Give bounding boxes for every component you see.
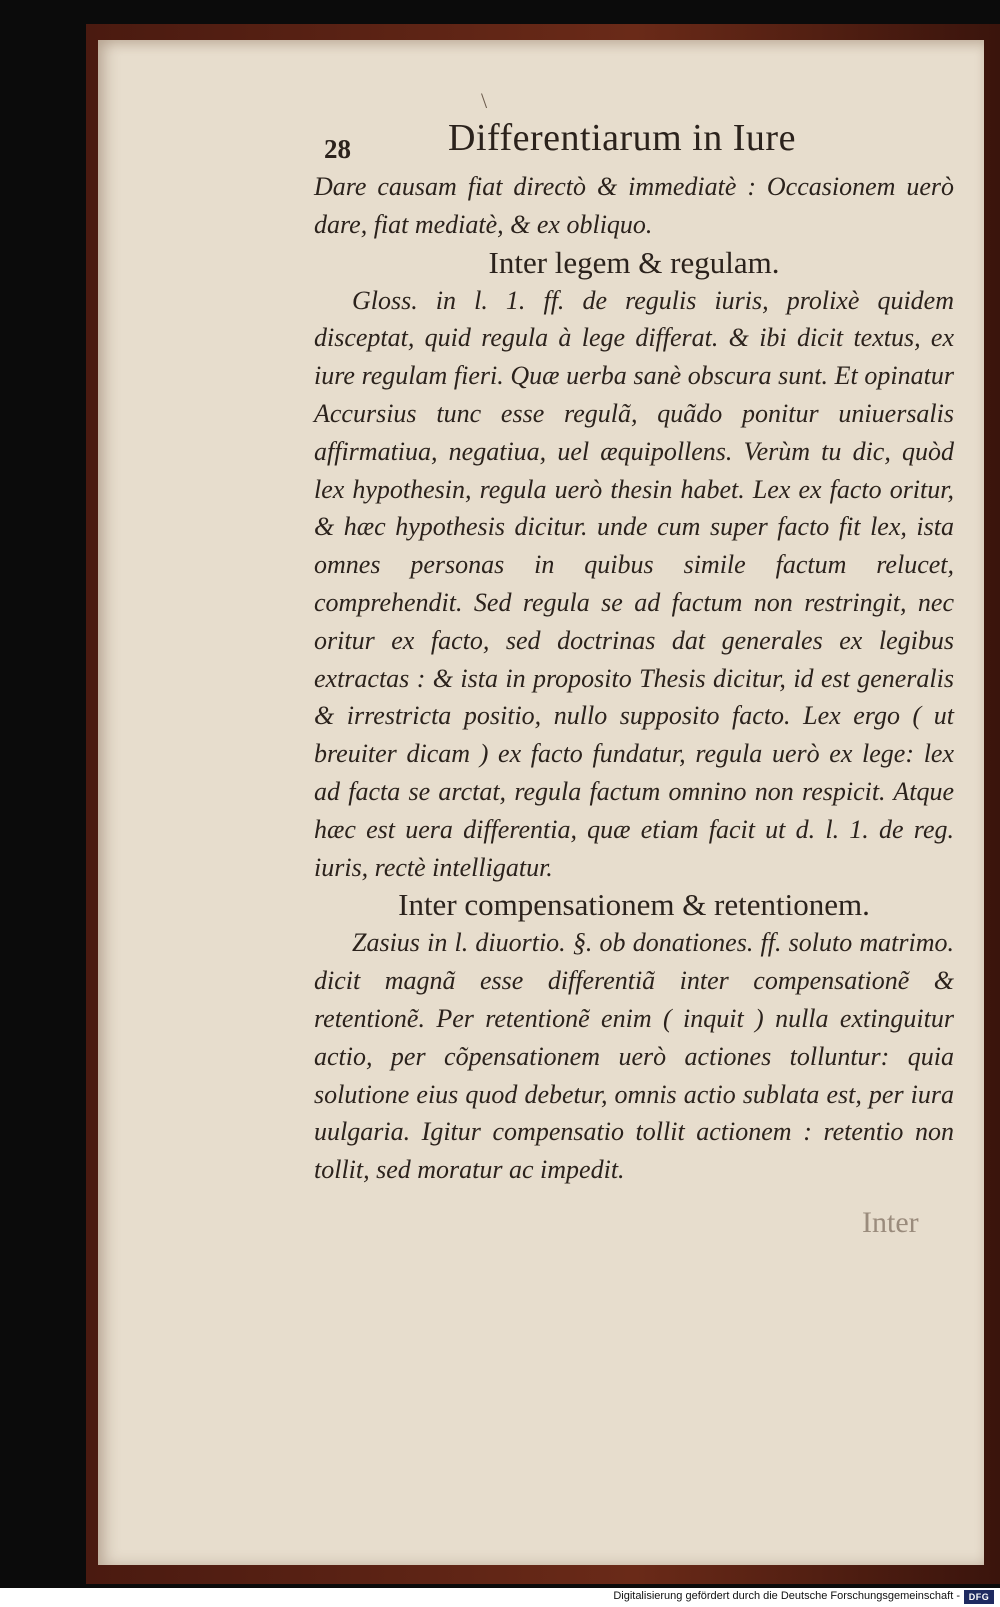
paragraph-legem-regulam: Gloss. in l. 1. ff. de regulis iuris, prolixè quidem disceptat, quid regula à lege differat. & ibi dicit textus, ex iure regulam fieri. Quæ uerba sanè obscura sunt. Et opinatur Accursius tunc esse regulã, quãdo ponitur uniuersalis affirmatiua, negatiua, uel æquipollens. Verùm tu dic, quòd lex hypothesin, regula uerò thesin habet. Lex ex facto oritur, & hæc hypothesis dicitur. unde cum super facto fit lex, ista omnes personas in quibus simile factum relucet, comprehendit. Sed regula se ad factum non restringit, nec oritur ex facto, sed doctrinas dat generales ex legibus extractas : & ista in proposito Thesis dicitur, id est generalis & irrestricta positio, nullo supposito facto. Lex ergo ( ut breuiter dicam ) ex facto fundatur, regula uerò ex lege: lex ad facta se arctat, regula factum omnino non respicit. Atque hæc est uera differentia, quæ etiam facit ut d. l. 1. de reg. iuris, rectè intelligatur. — [314, 285, 954, 882]
page-number: 28 — [324, 134, 351, 164]
section-heading-compensationem: Inter compensationem & retentionem. — [398, 887, 870, 923]
section-heading-legem-regulam: Inter legem & regulam. — [488, 244, 780, 280]
page-header — [324, 116, 944, 176]
ink-mark: \ — [481, 88, 488, 113]
paragraph-compensationem: Zasius in l. diuortio. §. ob donationes. ff. soluto matrimo. dicit magnã esse differentiã inter compensationẽ & retentionẽ. Per retentionẽ enim ( inquit ) nulla extinguitur actio, per cõpensationem uerò actiones tolluntur: quia solutione eius quod debetur, omnis actio sublata est, per iura uulgaria. Igitur compensatio tollit actionem : retentio non tollit, sed moratur ac impedit. — [314, 928, 954, 1185]
book-page — [98, 40, 984, 1565]
running-head: Differentiarum in Iure — [448, 117, 796, 159]
body-text — [314, 168, 954, 1189]
paragraph-continuation: Dare causam fiat directò & immediatè : Occasionem uerò dare, fiat mediatè, & ex obliquo. — [314, 172, 954, 239]
footer-bar — [0, 1588, 1000, 1607]
dfg-logo: DFG — [964, 1590, 994, 1604]
catchword: Inter — [862, 1206, 919, 1239]
funding-credit: Digitalisierung gefördert durch die Deutsche Forschungsgemeinschaft - — [613, 1590, 960, 1602]
